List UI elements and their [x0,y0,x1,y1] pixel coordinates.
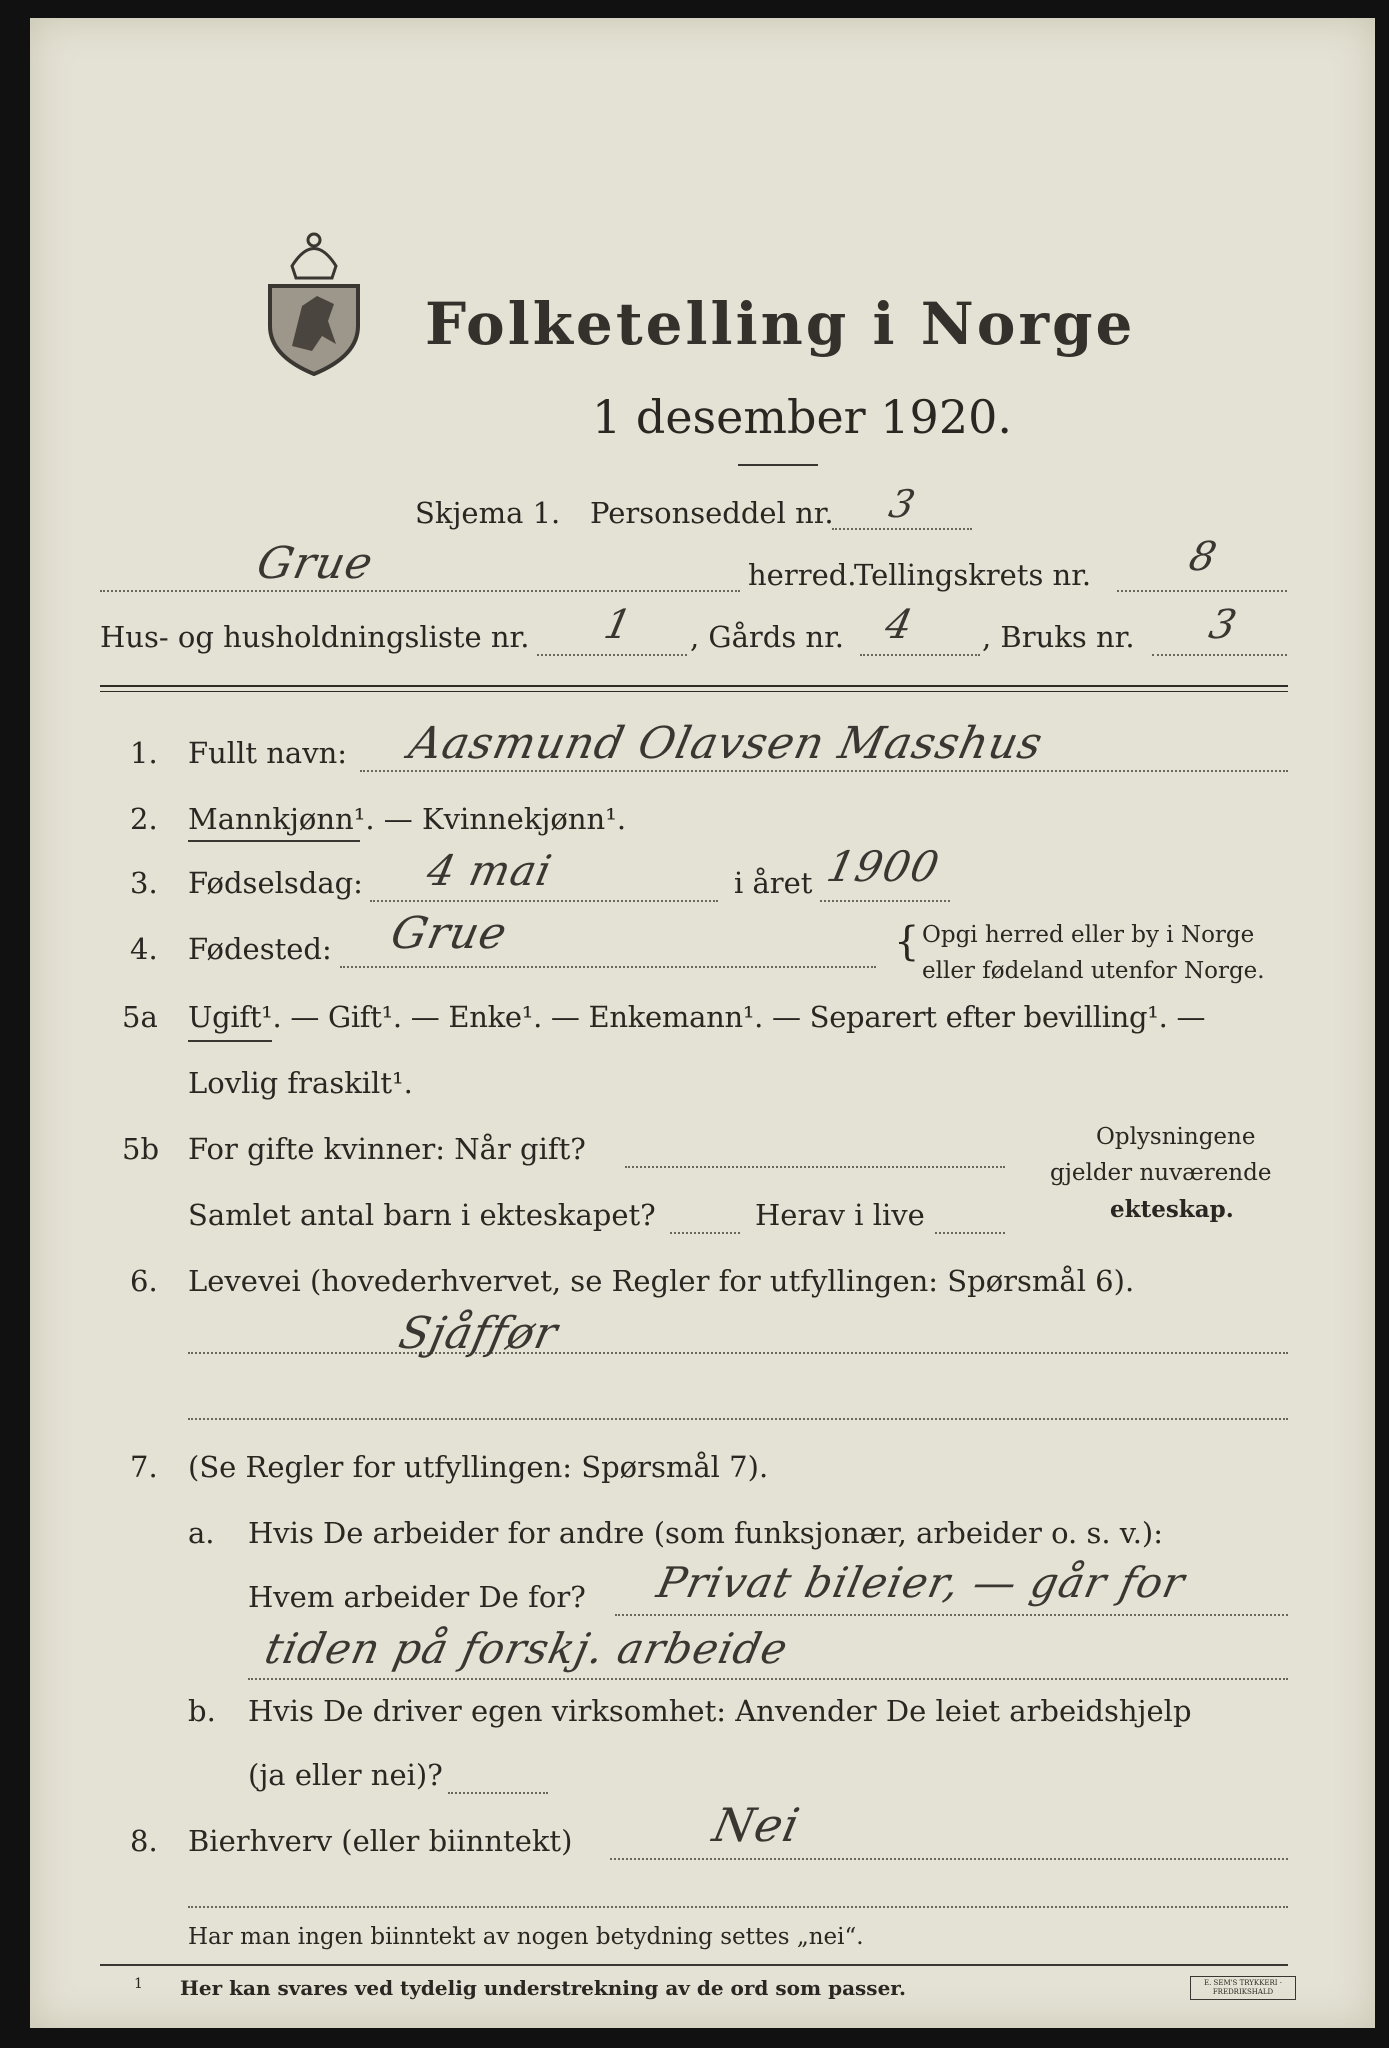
q5b-number: 5b [122,1132,160,1166]
gards-value: 4 [881,602,918,648]
q7b-question: Hvis De driver egen virksomhet: Anvender De leiet arbeidshjelp [248,1694,1192,1728]
q3-line [370,900,718,902]
q4-brace: { [894,919,920,965]
q5b-note-line1: Oplysningene [1096,1124,1256,1150]
q1-fullname-value: Aasmund Olavsen Masshus [404,718,1048,769]
tellingskrets-value: 8 [1185,534,1222,580]
q4-birthplace-value: Grue [386,908,512,959]
q8-number: 8. [130,1824,158,1858]
bruks-value: 3 [1205,602,1242,648]
q7b-yesno-label: (ja eller nei)? [248,1758,443,1792]
footnote-text: Her kan svares ved tydelig understrekning av de ord som passer. [180,1976,906,2000]
q5b-note-line2: gjelder nuværende [1050,1160,1272,1186]
gards-line [860,654,980,656]
q6-line1 [188,1352,1288,1354]
herred-line [100,590,740,592]
q7a-employer-value1: Privat bileier, — går for [652,1558,1190,1607]
q6-line2 [188,1418,1288,1420]
q5a-number: 5a [122,1000,158,1034]
personseddel-value: 3 [885,482,920,526]
norway-coat-of-arms-icon [262,226,366,376]
q5b-children-label: Samlet antal barn i ekteskapet? [188,1198,656,1232]
title-divider [738,464,818,466]
q3-year-value: 1900 [822,842,945,891]
q4-line [340,966,876,968]
q4-label: Fødested: [188,932,332,966]
q1-number: 1. [130,736,158,770]
q6-number: 6. [130,1264,158,1298]
q5b-children-line [670,1232,740,1234]
q1-label: Fullt navn: [188,736,348,770]
q7-label: (Se Regler for utfyllingen: Spørsmål 7). [188,1450,769,1484]
q4-note-line2: eller fødeland utenfor Norge. [922,958,1265,984]
tellingskrets-line [1117,590,1287,592]
q1-line [360,770,1288,772]
form-date: 1 desember 1920. [592,390,1012,444]
q2-mannkjonn-underline [188,840,360,842]
skjema-label: Skjema 1. [415,496,561,530]
footnote-mark: 1 [134,1976,143,1992]
q7-number: 7. [130,1450,158,1484]
q7a-letter: a. [188,1516,215,1550]
census-form-page [30,18,1375,2028]
q7b-yesno-line [448,1792,548,1794]
q3-year-line [820,900,950,902]
hus-value: 1 [600,602,637,648]
personseddel-line [832,528,972,530]
q5b-married-label: For gifte kvinner: Når gift? [188,1132,586,1166]
q3-number: 3. [130,866,158,900]
q7a-employer-line1 [615,1614,1288,1616]
q6-label: Levevei (hovederhvervet, se Regler for utfyllingen: Spørsmål 6). [188,1264,1135,1298]
q3-label: Fødselsdag: [188,866,363,900]
q7a-employer-label: Hvem arbeider De for? [248,1580,586,1614]
herred-value: Grue [252,538,378,589]
q8-sidejob-value: Nei [708,1798,805,1852]
q7b-letter: b. [188,1694,216,1728]
q8-line2 [188,1906,1288,1908]
header-double-rule [100,685,1288,692]
q4-note-line1: Opgi herred eller by i Norge [922,922,1255,948]
q2-number: 2. [130,802,158,836]
gards-label: , Gårds nr. [690,620,844,654]
q5b-alive-line [935,1232,1005,1234]
footer-divider [100,1964,1288,1966]
bruks-line [1152,654,1287,656]
personseddel-label: Personseddel nr. [590,496,834,530]
q4-number: 4. [130,932,158,966]
footer-note: Har man ingen biinntekt av nogen betydning settes „nei“. [188,1924,864,1950]
q5b-alive-label: Herav i live [755,1198,925,1232]
q5a-status-line2: Lovlig fraskilt¹. [188,1066,413,1100]
hus-line [537,654,687,656]
q8-label: Bierhverv (eller biinntekt) [188,1824,573,1858]
q7a-employer-line2 [248,1678,1288,1680]
q8-line [610,1858,1288,1860]
q7a-employer-value2: tiden på forskj. arbeide [260,1624,793,1673]
q3-birthday-value: 4 mai [422,846,557,895]
q3-year-label: i året [734,866,813,900]
q5b-note-line3: ekteskap. [1110,1196,1234,1223]
q5b-married-line [625,1166,1005,1168]
form-title: Folketelling i Norge [425,290,1136,358]
q2-gender-options: Mannkjønn¹. — Kvinnekjønn¹. [188,802,627,836]
q7a-question: Hvis De arbeider for andre (som funksjonær, arbeider o. s. v.): [248,1516,1164,1550]
printer-stamp: E. SEM'S TRYKKERI · FREDRIKSHALD [1190,1976,1296,2000]
hus-label: Hus- og husholdningsliste nr. [100,620,530,654]
bruks-label: , Bruks nr. [982,620,1135,654]
tellingskrets-label: Tellingskrets nr. [854,558,1092,592]
q6-occupation-value: Sjåffør [394,1308,563,1359]
herred-label: herred. [748,558,857,592]
q5a-status-options: Ugift¹. — Gift¹. — Enke¹. — Enkemann¹. — Separert efter bevilling¹. — [188,1000,1206,1034]
q5a-ugift-underline [188,1040,272,1042]
